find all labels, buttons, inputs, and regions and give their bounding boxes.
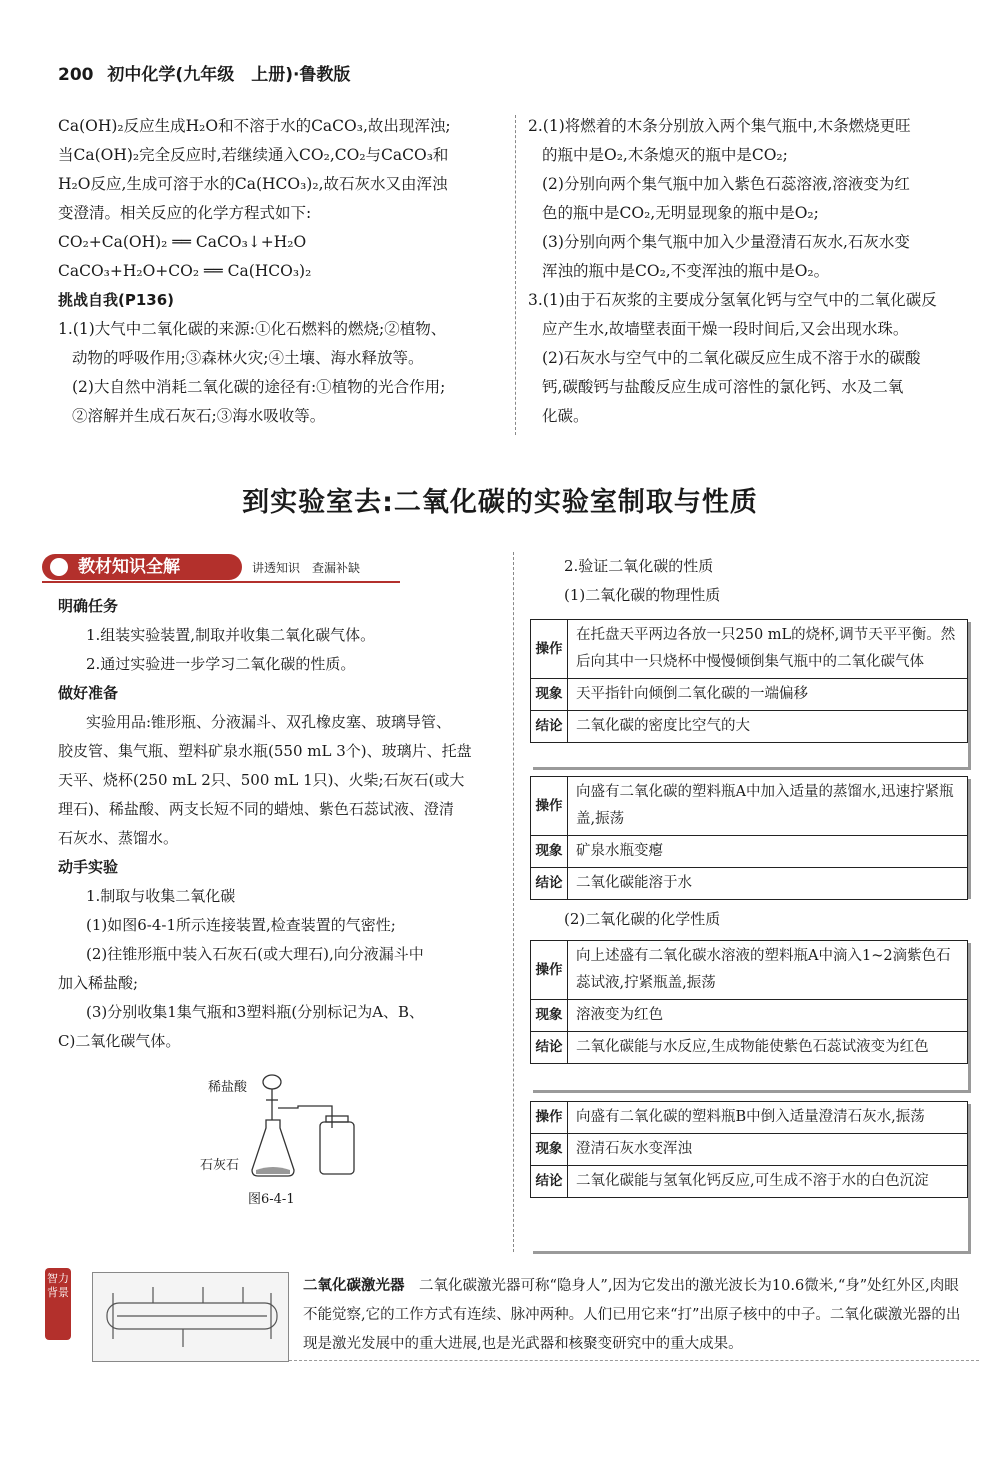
- label-phenomenon: 现象: [531, 1000, 568, 1032]
- table-physical-2: [530, 776, 968, 900]
- text-line: 2.(1)将燃着的木条分别放入两个集气瓶中,木条燃烧更旺: [528, 117, 911, 135]
- figure-caption: 图6-4-1: [248, 1192, 295, 1207]
- right-heading-1: [564, 552, 720, 610]
- top-left-column: [58, 112, 503, 431]
- text-line: 当Ca(OH)₂完全反应时,若继续通入CO₂,CO₂与CaCO₃和: [58, 146, 449, 164]
- label-operation: 操作: [531, 620, 568, 679]
- phenomenon-cell: 天平指针向倾倒二氧化碳的一端偏移: [568, 679, 968, 711]
- table-row: [531, 679, 968, 711]
- page-number: 200: [58, 65, 94, 85]
- column-divider: [515, 115, 516, 435]
- text-line: 应产生水,故墙壁表面干燥一段时间后,又会出现水珠。: [542, 320, 909, 338]
- text-line: (2)大自然中消耗二氧化碳的途径有:①植物的光合作用;: [72, 378, 446, 396]
- label-operation: 操作: [531, 777, 568, 836]
- text-line: 胶皮管、集气瓶、塑料矿泉水瓶(550 mL 3个)、玻璃片、托盘: [58, 742, 472, 760]
- phenomenon-cell: 澄清石灰水变浑浊: [568, 1134, 968, 1166]
- equation: CaCO₃+H₂O+CO₂ ══ Ca(HCO₃)₂: [58, 262, 312, 280]
- top-right-column: [528, 112, 973, 431]
- page-header: [58, 60, 350, 85]
- text-line: H₂O反应,生成可溶于水的Ca(HCO₃)₂,故石灰水又由浑浊: [58, 175, 448, 193]
- label-phenomenon: 现象: [531, 1134, 568, 1166]
- conclusion-cell: 二氧化碳的密度比空气的大: [568, 711, 968, 743]
- label-operation: 操作: [531, 1102, 568, 1134]
- sidebar-divider: [289, 1360, 979, 1361]
- table-physical-1: [530, 619, 968, 743]
- table-row: [531, 711, 968, 743]
- table-row: [531, 777, 968, 836]
- text-line: (3)分别向两个集气瓶中加入少量澄清石灰水,石灰水变: [542, 233, 910, 251]
- conclusion-cell: 二氧化碳能与氢氧化钙反应,可生成不溶于水的白色沉淀: [568, 1166, 968, 1198]
- laser-diagram: [92, 1272, 289, 1362]
- text-line: 的瓶中是O₂,木条熄灭的瓶中是CO₂;: [542, 146, 788, 164]
- apparatus-figure: [200, 1070, 370, 1190]
- laser-body: 二氧化碳激光器可称“隐身人”,因为它发出的激光波长为10.6微米,“身”处红外区,肉眼不能觉察,它的工作方式有连续、脉冲两种。人们已用它来“打”出原子核中的中子。二氧化碳激光器的出现是激光发展中的重大进展,也是光武器和核聚变研究中的重大成果。: [303, 1278, 961, 1352]
- text-line: 变澄清。相关反应的化学方程式如下:: [58, 204, 312, 222]
- table-row: [531, 1032, 968, 1064]
- text-line: 2.通过实验进一步学习二氧化碳的性质。: [86, 655, 356, 673]
- laser-text: [303, 1272, 963, 1359]
- column-divider: [513, 552, 514, 1252]
- label-acid: 稀盐酸: [208, 1080, 248, 1095]
- text-line: 石灰水、蒸馏水。: [58, 829, 179, 847]
- table-row: [531, 868, 968, 900]
- operation-cell: 在托盘天平两边各放一只250 mL的烧杯,调节天平平衡。然后向其中一只烧杯中慢慢倾倒集气瓶中的二氧化碳气体: [568, 620, 968, 679]
- text-line: 3.(1)由于石灰浆的主要成分氢氧化钙与空气中的二氧化碳反: [528, 291, 937, 309]
- text-line: 浑浊的瓶中是CO₂,不变浑浊的瓶中是O₂。: [542, 262, 830, 280]
- phenomenon-cell: 矿泉水瓶变瘪: [568, 836, 968, 868]
- equation: CO₂+Ca(OH)₂ ══ CaCO₃↓+H₂O: [58, 233, 307, 251]
- table-chemical-2: [530, 1101, 968, 1198]
- phenomenon-cell: 溶液变为红色: [568, 1000, 968, 1032]
- label-conclusion: 结论: [531, 868, 568, 900]
- label-limestone: 石灰石: [200, 1158, 240, 1173]
- physical-heading: (1)二氧化碳的物理性质: [564, 586, 721, 604]
- label-phenomenon: 现象: [531, 836, 568, 868]
- chemical-heading: (2)二氧化碳的化学性质: [564, 910, 721, 928]
- text-line: 色的瓶中是CO₂,无明显现象的瓶中是O₂;: [542, 204, 819, 222]
- table-row: [531, 1166, 968, 1198]
- text-line: (2)往锥形瓶中装入石灰石(或大理石),向分液漏斗中: [86, 945, 424, 963]
- text-line: (3)分别收集1集气瓶和3塑料瓶(分别标记为A、B、: [86, 1003, 425, 1021]
- laser-title: 二氧化碳激光器: [303, 1278, 405, 1294]
- operation-cell: 向上述盛有二氧化碳水溶液的塑料瓶A中滴入1~2滴紫色石蕊试液,拧紧瓶盖,振荡: [568, 941, 968, 1000]
- operation-cell: 向盛有二氧化碳的塑料瓶A中加入适量的蒸馏水,迅速拧紧瓶盖,振荡: [568, 777, 968, 836]
- table-row: [531, 620, 968, 679]
- laser-sidebar: [45, 1268, 965, 1368]
- table-row: [531, 1134, 968, 1166]
- heading-experiment: 动手实验: [58, 858, 119, 876]
- label-conclusion: 结论: [531, 1032, 568, 1064]
- text-line: 加入稀盐酸;: [58, 974, 139, 992]
- conclusion-cell: 二氧化碳能溶于水: [568, 868, 968, 900]
- text-line: 动物的呼吸作用;③森林火灾;④土壤、海水释放等。: [72, 349, 424, 367]
- text-line: 1.(1)大气中二氧化碳的来源:①化石燃料的燃烧;②植物、: [58, 320, 447, 338]
- section-title: 到实验室去:二氧化碳的实验室制取与性质: [242, 487, 758, 518]
- text-line: 实验用品:锥形瓶、分液漏斗、双孔橡皮塞、玻璃导管、: [86, 713, 452, 731]
- banner-underline: [42, 581, 400, 583]
- text-line: (1)如图6-4-1所示连接装置,检查装置的气密性;: [86, 916, 396, 934]
- heading-prepare: 做好准备: [58, 684, 119, 702]
- text-line: (2)石灰水与空气中的二氧化碳反应生成不溶于水的碳酸: [542, 349, 921, 367]
- table-row: [531, 941, 968, 1000]
- operation-cell: 向盛有二氧化碳的塑料瓶B中倒入适量澄清石灰水,振荡: [568, 1102, 968, 1134]
- text-line: 理石)、稀盐酸、两支长短不同的蜡烛、紫色石蕊试液、澄清: [58, 800, 454, 818]
- heading-task: 明确任务: [58, 597, 119, 615]
- book-title: 初中化学(九年级 上册)·鲁教版: [107, 65, 351, 85]
- text-line: 化碳。: [542, 407, 589, 425]
- conclusion-cell: 二氧化碳能与水反应,生成物能使紫色石蕊试液变为红色: [568, 1032, 968, 1064]
- horn-icon: [50, 558, 68, 576]
- verify-heading: 2.验证二氧化碳的性质: [564, 557, 714, 575]
- label-conclusion: 结论: [531, 711, 568, 743]
- text-line: 天平、烧杯(250 mL 2只、500 mL 1只)、火柴;石灰石(或大: [58, 771, 465, 789]
- label-phenomenon: 现象: [531, 679, 568, 711]
- knowledge-banner: [42, 552, 400, 582]
- table-row: [531, 836, 968, 868]
- laser-drawing: [93, 1273, 288, 1361]
- text-line: C)二氧化碳气体。: [58, 1032, 181, 1050]
- label-operation: 操作: [531, 941, 568, 1000]
- text-line: Ca(OH)₂反应生成H₂O和不溶于水的CaCO₃,故出现浑浊;: [58, 117, 451, 135]
- table-chemical-1: [530, 940, 968, 1064]
- challenge-heading: 挑战自我(P136): [58, 291, 175, 309]
- banner-subtitle: 讲透知识 查漏补缺: [252, 561, 361, 575]
- text-line: ②溶解并生成石灰石;③海水吸收等。: [72, 407, 326, 425]
- label-conclusion: 结论: [531, 1166, 568, 1198]
- table-row: [531, 1102, 968, 1134]
- text-line: 钙,碳酸钙与盐酸反应生成可溶性的氯化钙、水及二氧: [542, 378, 904, 396]
- text-line: 1.组装实验装置,制取并收集二氧化碳气体。: [86, 626, 376, 644]
- sidebar-tag: 智力背景: [45, 1268, 71, 1340]
- text-line: 1.制取与收集二氧化碳: [86, 887, 236, 905]
- banner-label: 教材知识全解: [42, 554, 242, 580]
- table-row: [531, 1000, 968, 1032]
- right-heading-2: [564, 905, 720, 934]
- text-line: (2)分别向两个集气瓶中加入紫色石蕊溶液,溶液变为红: [542, 175, 910, 193]
- left-column: [58, 592, 503, 1056]
